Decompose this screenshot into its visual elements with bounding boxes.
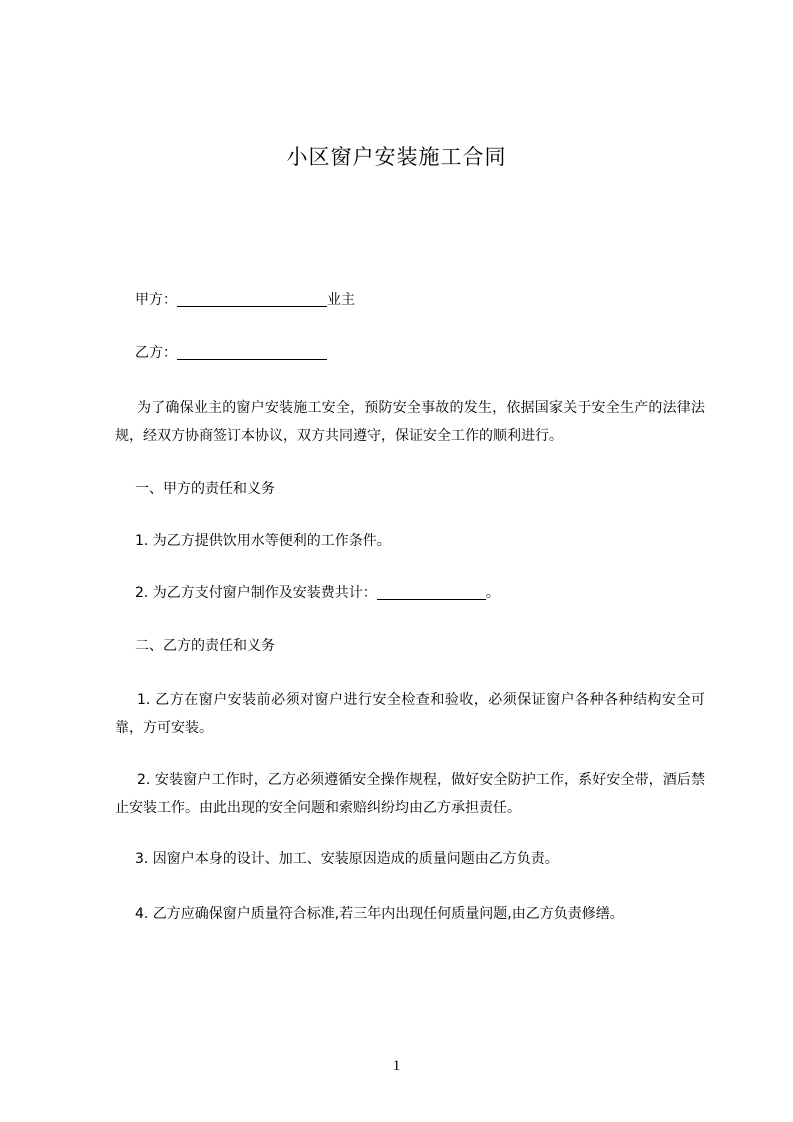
fee-blank [377, 584, 486, 600]
party-a-blank [177, 291, 327, 307]
section2-item1: 1. 乙方在窗户安装前必须对窗户进行安全检查和验收，必须保证窗户各种各种结构安全可靠，方可安装。 [115, 692, 705, 736]
party-a-label: 甲方： [135, 292, 177, 308]
section1-item2-text: 2. 为乙方支付窗户制作及安装费共计： [135, 585, 377, 601]
section2-heading: 二、乙方的责任和义务 [135, 638, 275, 654]
section2-item3: 3. 因窗户本身的设计、加工、安装原因造成的质量问题由乙方负责。 [135, 851, 559, 867]
section1-item2-end: 。 [485, 585, 500, 601]
party-a-line [135, 290, 355, 310]
party-b-line [135, 343, 327, 363]
intro-paragraph: 为了确保业主的窗户安装施工安全，预防安全事故的发生，依据国家关于安全生产的法律法规，经双方协商签订本协议，双方共同遵守，保证安全工作的顺利进行。 [115, 400, 705, 444]
section1-item1: 1. 为乙方提供饮用水等便利的工作条件。 [135, 533, 391, 549]
party-a-suffix: 业主 [327, 292, 355, 308]
section2-item4: 4. 乙方应确保窗户质量符合标准,若三年内出现任何质量问题,由乙方负责修缮。 [135, 906, 624, 922]
party-b-label: 乙方： [135, 345, 177, 361]
section2-item2: 2. 安装窗户工作时，乙方必须遵循安全操作规程，做好安全防护工作，系好安全带，酒后禁止安装工作。由此出现的安全问题和索赔纠纷均由乙方承担责任。 [115, 772, 705, 816]
document-title: 小区窗户安装施工合同 [286, 145, 507, 169]
party-b-blank [177, 344, 327, 360]
section1-item2 [135, 583, 500, 603]
page-number: 1 [392, 1058, 401, 1074]
section1-heading: 一、甲方的责任和义务 [135, 481, 275, 497]
